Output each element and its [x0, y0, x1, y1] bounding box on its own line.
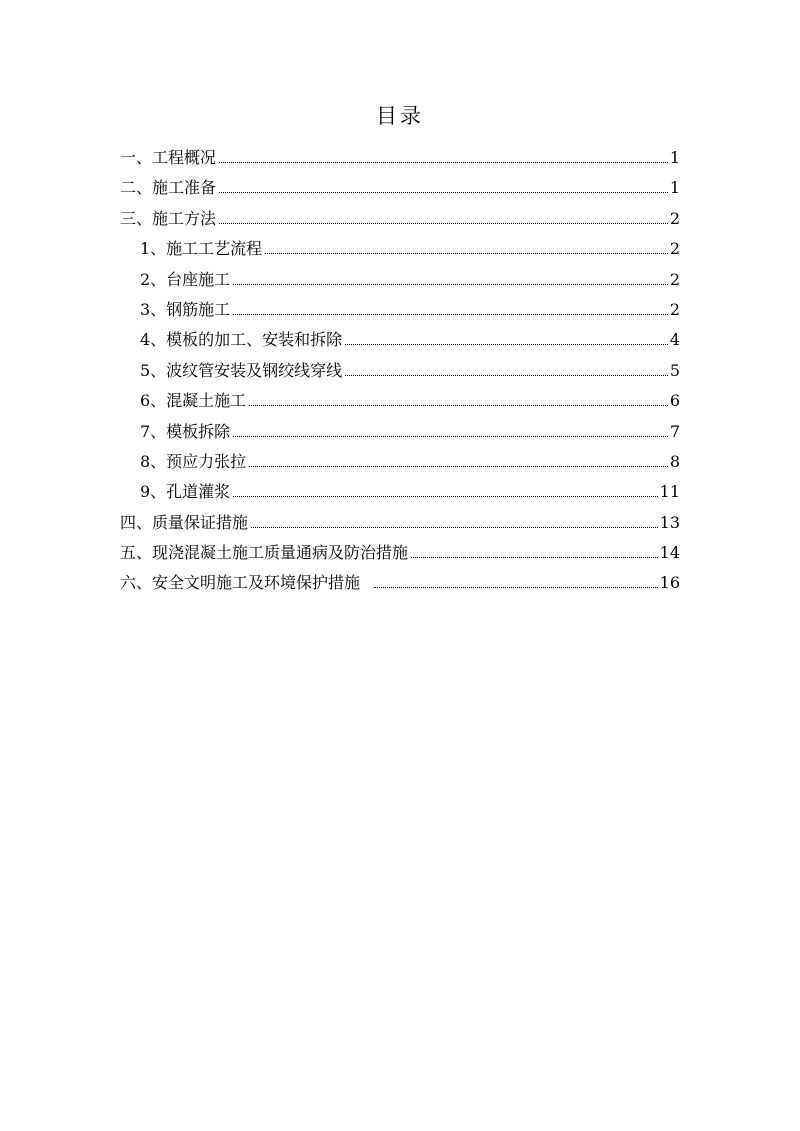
toc-subentry[interactable] [120, 477, 680, 507]
toc-title: 目录 [376, 104, 424, 128]
toc-entry-label: 四、质量保证措施 [120, 512, 249, 532]
toc-entry-label: 六、安全文明施工及环境保护措施 [120, 573, 361, 593]
toc-dot-leader [265, 253, 668, 254]
toc-entry-label: 1、施工工艺流程 [140, 239, 263, 259]
toc-entry-label: 9、孔道灌浆 [140, 482, 231, 502]
toc-dot-leader [411, 557, 658, 558]
toc-entry-page: 4 [669, 330, 680, 350]
toc-subentry[interactable] [120, 265, 680, 295]
toc-entry[interactable] [120, 508, 680, 538]
toc-subentry[interactable] [120, 447, 680, 477]
toc-entry-label: 五、现浇混凝土施工质量通病及防治措施 [120, 543, 409, 563]
toc-dot-leader [249, 466, 668, 467]
toc-entry-label: 2、台座施工 [140, 269, 231, 289]
toc-entry[interactable] [120, 204, 680, 234]
toc-entry[interactable] [120, 173, 680, 203]
toc-dot-leader [219, 223, 668, 224]
toc-subentry[interactable] [120, 295, 680, 325]
toc-entry[interactable] [120, 143, 680, 173]
toc-subentry[interactable] [120, 325, 680, 355]
toc-entry-label: 7、模板拆除 [140, 421, 231, 441]
toc-entry-page: 2 [669, 208, 680, 228]
toc-subentry[interactable] [120, 417, 680, 447]
toc-dot-leader [219, 192, 668, 193]
toc-entry-label: 3、钢筋施工 [140, 299, 231, 319]
toc-entry-page: 1 [669, 178, 680, 198]
toc-dot-leader [233, 436, 668, 437]
toc-list [120, 143, 680, 599]
toc-dot-leader [219, 162, 668, 163]
toc-entry-page: 7 [669, 421, 680, 441]
toc-entry-label: 5、波纹管安装及钢绞线穿线 [140, 360, 343, 380]
toc-entry-label: 一、工程概况 [120, 148, 217, 167]
toc-dot-leader [251, 527, 658, 528]
toc-entry-page: 13 [659, 512, 680, 532]
toc-dot-leader [233, 284, 668, 285]
toc-entry-label: 二、施工准备 [120, 178, 217, 198]
toc-subentry[interactable] [120, 386, 680, 416]
toc-dot-leader [374, 587, 658, 588]
toc-entry-label: 6、混凝土施工 [140, 391, 247, 411]
toc-entry-page: 2 [669, 299, 680, 319]
toc-entry-label: 4、模板的加工、安装和拆除 [140, 330, 343, 350]
toc-entry-page: 2 [669, 269, 680, 289]
toc-entry[interactable] [120, 568, 680, 598]
toc-entry-page: 14 [659, 543, 680, 563]
toc-dot-leader [249, 405, 668, 406]
toc-subentry[interactable] [120, 234, 680, 264]
toc-entry[interactable] [120, 538, 680, 568]
toc-entry-page: 8 [669, 451, 680, 471]
toc-dot-leader [233, 496, 657, 497]
toc-entry-label: 三、施工方法 [120, 208, 217, 228]
toc-dot-leader [233, 314, 668, 315]
toc-entry-page: 11 [659, 482, 680, 502]
toc-entry-page: 6 [669, 391, 680, 411]
toc-dot-leader [345, 344, 668, 345]
toc-subentry[interactable] [120, 356, 680, 386]
toc-entry-page: 16 [659, 573, 680, 593]
toc-entry-page: 5 [669, 360, 680, 380]
toc-dot-leader [345, 375, 668, 376]
toc-entry-page: 2 [669, 239, 680, 259]
toc-entry-label: 8、预应力张拉 [140, 451, 247, 471]
toc-entry-page: 1 [669, 148, 680, 167]
